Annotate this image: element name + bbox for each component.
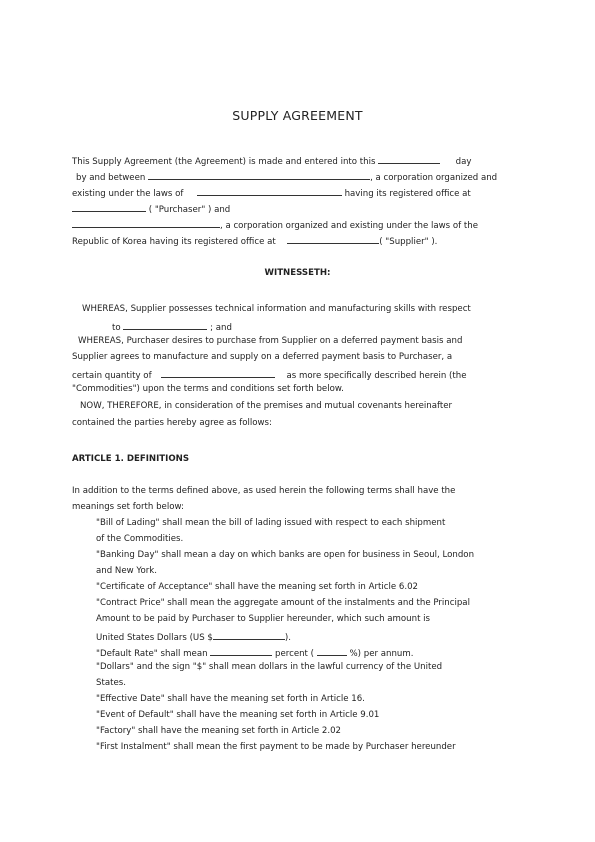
definition-certificate-of-acceptance: "Certificate of Acceptance" shall have the meaning set forth in Article 6.02 [96, 582, 419, 592]
blank-default-rate-number [317, 646, 347, 656]
definition-banking-day-cont: and New York. [96, 566, 157, 576]
definition-contract-price-cont: Amount to be paid by Purchaser to Supplier hereunder, which such amount is [96, 614, 431, 624]
blank-supplier-name [72, 218, 220, 228]
article-1-heading: ARTICLE 1. DEFINITIONS [72, 454, 190, 464]
recital-7: contained the parties hereby agree as follows: [72, 418, 272, 428]
definition-dollars: "Dollars" and the sign "$" shall mean dollars in the lawful currency of the United [96, 662, 443, 672]
definition-bill-of-lading: "Bill of Lading" shall mean the bill of lading issued with respect to each shipment [96, 518, 446, 528]
article-1-para-1: In addition to the terms defined above, as used herein the following terms shall have the [72, 486, 456, 496]
intro-line-5: , a corporation organized and existing under the laws of the [72, 218, 478, 232]
intro-line-1: This Supply Agreement (the Agreement) is made and entered into this day [72, 154, 471, 168]
blank-purchaser-name [148, 170, 370, 180]
definition-banking-day: "Banking Day" shall mean a day on which banks are open for business in Seoul, London [96, 550, 475, 560]
intro-line-2: by and between , a corporation organized and [76, 170, 497, 184]
recital-1: WHEREAS, Supplier possesses technical information and manufacturing skills with respect [82, 304, 471, 314]
definition-contract-price-amount: United States Dollars (US $ ). [96, 630, 291, 644]
definition-bill-of-lading-cont: of the Commodities. [96, 534, 184, 544]
blank-date [378, 154, 440, 164]
blank-contract-amount [213, 630, 285, 640]
definition-default-rate: "Default Rate" shall mean percent ( %) per annum. [96, 646, 413, 660]
blank-supplier-office [287, 234, 379, 244]
blank-subject [123, 320, 207, 330]
blank-purchaser-office [72, 202, 146, 212]
recital-2: WHEREAS, Purchaser desires to purchase from Supplier on a deferred payment basis and [78, 336, 463, 346]
recital-6: NOW, THEREFORE, in consideration of the premises and mutual covenants hereinafter [80, 401, 453, 411]
intro-line-6: Republic of Korea having its registered office at ( "Supplier" ). [72, 234, 437, 248]
definition-effective-date: "Effective Date" shall have the meaning set forth in Article 16. [96, 694, 365, 704]
witnesseth-heading: WITNESSETH: [264, 268, 331, 278]
intro-line-4: ( "Purchaser" ) and [72, 202, 230, 216]
article-1-para-2: meanings set forth below: [72, 502, 184, 512]
blank-jurisdiction [197, 186, 342, 196]
definition-first-instalment: "First Instalment" shall mean the first payment to be made by Purchaser hereunder [96, 742, 456, 752]
definition-dollars-cont: States. [96, 678, 126, 688]
intro-line-3: existing under the laws of having its registered office at [72, 186, 471, 200]
definition-event-of-default: "Event of Default" shall have the meaning set forth in Article 9.01 [96, 710, 380, 720]
blank-default-rate-words [210, 646, 272, 656]
definition-contract-price: "Contract Price" shall mean the aggregate amount of the instalments and the Principal [96, 598, 470, 608]
definition-factory: "Factory" shall have the meaning set forth in Article 2.02 [96, 726, 342, 736]
recital-3: Supplier agrees to manufacture and supply on a deferred payment basis to Purchaser, a [72, 352, 453, 362]
document-title: SUPPLY AGREEMENT [232, 108, 363, 123]
recital-5: "Commodities") upon the terms and conditions set forth below. [72, 384, 344, 394]
blank-quantity [161, 368, 275, 378]
recital-1-cont: to ; and [112, 320, 232, 334]
recital-4: certain quantity of as more specifically described herein (the [72, 368, 467, 382]
